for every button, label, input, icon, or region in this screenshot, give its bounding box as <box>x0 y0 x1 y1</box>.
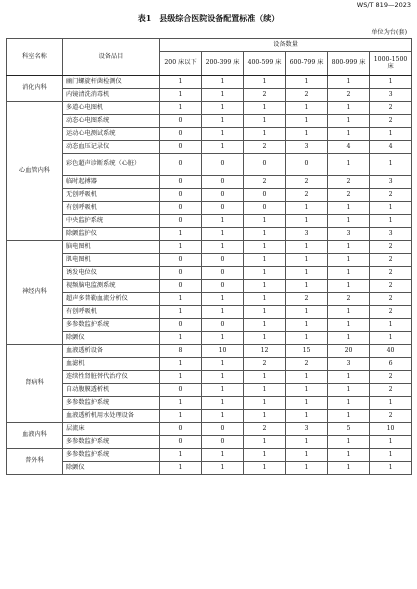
quantity-cell: 1 <box>202 358 244 371</box>
quantity-cell: 3 <box>370 228 412 241</box>
quantity-cell: 1 <box>202 115 244 128</box>
quantity-cell: 1 <box>328 462 370 475</box>
item-cell: 幽门螺旋杆菌检测仪 <box>63 76 160 89</box>
item-cell: 视频脑电监测系统 <box>63 280 160 293</box>
quantity-cell: 1 <box>370 154 412 176</box>
quantity-cell: 1 <box>370 128 412 141</box>
quantity-cell: 2 <box>370 102 412 115</box>
quantity-cell: 6 <box>370 358 412 371</box>
equipment-table <box>6 38 412 475</box>
quantity-cell: 0 <box>202 254 244 267</box>
quantity-cell: 1 <box>202 397 244 410</box>
quantity-cell: 2 <box>370 293 412 306</box>
quantity-cell: 1 <box>202 410 244 423</box>
quantity-cell: 1 <box>286 215 328 228</box>
quantity-cell: 1 <box>328 319 370 332</box>
quantity-cell: 0 <box>160 176 202 189</box>
item-cell: 多道心电图机 <box>63 102 160 115</box>
item-cell: 彩色超声诊断系统（心脏） <box>63 154 160 176</box>
quantity-cell: 1 <box>244 115 286 128</box>
header-item: 设备品目 <box>63 39 160 76</box>
quantity-cell: 1 <box>328 241 370 254</box>
quantity-cell: 1 <box>286 384 328 397</box>
quantity-cell: 1 <box>244 267 286 280</box>
quantity-cell: 1 <box>286 128 328 141</box>
quantity-cell: 1 <box>202 215 244 228</box>
quantity-cell: 0 <box>202 436 244 449</box>
quantity-cell: 1 <box>244 397 286 410</box>
item-cell: 血液透析设备 <box>63 345 160 358</box>
quantity-cell: 1 <box>244 215 286 228</box>
table-row <box>7 358 412 371</box>
table-row <box>7 76 412 89</box>
quantity-cell: 3 <box>286 423 328 436</box>
quantity-cell: 1 <box>370 319 412 332</box>
quantity-cell: 1 <box>328 102 370 115</box>
table-row <box>7 176 412 189</box>
quantity-cell: 1 <box>370 202 412 215</box>
quantity-cell: 2 <box>370 115 412 128</box>
quantity-cell: 1 <box>286 254 328 267</box>
quantity-cell: 1 <box>244 436 286 449</box>
quantity-cell: 1 <box>328 449 370 462</box>
table-row <box>7 128 412 141</box>
table-row <box>7 280 412 293</box>
quantity-cell: 2 <box>370 280 412 293</box>
quantity-cell: 1 <box>244 254 286 267</box>
table-row <box>7 215 412 228</box>
quantity-cell: 1 <box>160 293 202 306</box>
item-cell: 临时起搏器 <box>63 176 160 189</box>
table-row <box>7 154 412 176</box>
quantity-cell: 0 <box>160 115 202 128</box>
quantity-cell: 1 <box>160 449 202 462</box>
quantity-cell: 0 <box>160 280 202 293</box>
table-row <box>7 293 412 306</box>
header-department: 科室名称 <box>7 39 63 76</box>
quantity-cell: 1 <box>370 76 412 89</box>
department-cell: 神经内科 <box>7 241 63 345</box>
quantity-cell: 0 <box>202 319 244 332</box>
item-cell: 中央监护系统 <box>63 215 160 228</box>
quantity-cell: 2 <box>370 241 412 254</box>
quantity-cell: 1 <box>160 241 202 254</box>
quantity-cell: 1 <box>328 436 370 449</box>
quantity-cell: 1 <box>286 115 328 128</box>
quantity-cell: 1 <box>202 228 244 241</box>
quantity-cell: 1 <box>202 449 244 462</box>
quantity-cell: 0 <box>160 319 202 332</box>
quantity-cell: 1 <box>244 462 286 475</box>
quantity-cell: 2 <box>244 89 286 102</box>
quantity-cell: 2 <box>370 371 412 384</box>
quantity-cell: 1 <box>202 89 244 102</box>
quantity-cell: 0 <box>160 423 202 436</box>
quantity-cell: 2 <box>370 254 412 267</box>
quantity-cell: 0 <box>160 384 202 397</box>
table-row <box>7 371 412 384</box>
quantity-cell: 3 <box>286 141 328 154</box>
header-bed-range: 400-599 床 <box>244 52 286 76</box>
quantity-cell: 0 <box>202 176 244 189</box>
quantity-cell: 1 <box>202 306 244 319</box>
quantity-cell: 1 <box>286 410 328 423</box>
quantity-cell: 2 <box>244 423 286 436</box>
header-bed-range: 600-799 床 <box>286 52 328 76</box>
quantity-cell: 1 <box>160 306 202 319</box>
quantity-cell: 1 <box>328 371 370 384</box>
quantity-cell: 0 <box>202 189 244 202</box>
quantity-cell: 1 <box>202 141 244 154</box>
quantity-cell: 2 <box>328 293 370 306</box>
quantity-cell: 1 <box>244 228 286 241</box>
quantity-cell: 3 <box>328 358 370 371</box>
item-cell: 除颤仪 <box>63 332 160 345</box>
quantity-cell: 1 <box>160 76 202 89</box>
quantity-cell: 1 <box>244 293 286 306</box>
item-cell: 动态血压记录仪 <box>63 141 160 154</box>
department-cell: 普外科 <box>7 449 63 475</box>
quantity-cell: 1 <box>328 215 370 228</box>
quantity-cell: 0 <box>160 215 202 228</box>
table-header <box>7 39 412 76</box>
quantity-cell: 1 <box>286 267 328 280</box>
item-cell: 多参数监护系统 <box>63 397 160 410</box>
quantity-cell: 1 <box>328 154 370 176</box>
quantity-cell: 15 <box>286 345 328 358</box>
quantity-cell: 1 <box>286 306 328 319</box>
item-cell: 自动腹膜透析机 <box>63 384 160 397</box>
quantity-cell: 2 <box>370 384 412 397</box>
table-row <box>7 319 412 332</box>
quantity-cell: 1 <box>328 306 370 319</box>
item-cell: 多参数监护系统 <box>63 436 160 449</box>
quantity-cell: 3 <box>370 89 412 102</box>
table-row <box>7 306 412 319</box>
quantity-cell: 1 <box>202 241 244 254</box>
item-cell: 层流床 <box>63 423 160 436</box>
table-row <box>7 410 412 423</box>
quantity-cell: 1 <box>328 115 370 128</box>
quantity-cell: 2 <box>370 267 412 280</box>
table-row <box>7 267 412 280</box>
item-cell: 动态心电图系统 <box>63 115 160 128</box>
item-cell: 诱发电位仪 <box>63 267 160 280</box>
department-cell: 肾病科 <box>7 345 63 423</box>
table-row <box>7 449 412 462</box>
quantity-cell: 1 <box>286 76 328 89</box>
quantity-cell: 1 <box>328 128 370 141</box>
table-row <box>7 102 412 115</box>
table-body <box>7 76 412 475</box>
quantity-cell: 1 <box>202 332 244 345</box>
quantity-cell: 1 <box>328 202 370 215</box>
quantity-cell: 1 <box>160 332 202 345</box>
item-cell: 多参数监护系统 <box>63 319 160 332</box>
quantity-cell: 1 <box>286 397 328 410</box>
quantity-cell: 0 <box>244 202 286 215</box>
quantity-cell: 1 <box>286 102 328 115</box>
quantity-cell: 2 <box>328 89 370 102</box>
quantity-cell: 1 <box>286 332 328 345</box>
item-cell: 超声多普勒血流分析仪 <box>63 293 160 306</box>
quantity-cell: 1 <box>328 384 370 397</box>
quantity-cell: 1 <box>244 332 286 345</box>
quantity-cell: 1 <box>286 319 328 332</box>
table-row <box>7 228 412 241</box>
quantity-cell: 1 <box>328 410 370 423</box>
item-cell: 血液透析机用水处理设备 <box>63 410 160 423</box>
header-bed-range: 200 床以下 <box>160 52 202 76</box>
quantity-cell: 0 <box>160 154 202 176</box>
item-cell: 多参数监护系统 <box>63 449 160 462</box>
quantity-cell: 1 <box>244 102 286 115</box>
quantity-cell: 2 <box>286 293 328 306</box>
quantity-cell: 1 <box>160 228 202 241</box>
quantity-cell: 2 <box>370 306 412 319</box>
quantity-cell: 1 <box>202 384 244 397</box>
quantity-cell: 0 <box>202 154 244 176</box>
quantity-cell: 1 <box>328 76 370 89</box>
quantity-cell: 0 <box>160 254 202 267</box>
quantity-cell: 2 <box>244 358 286 371</box>
quantity-cell: 1 <box>160 89 202 102</box>
quantity-cell: 0 <box>244 154 286 176</box>
quantity-cell: 3 <box>370 176 412 189</box>
quantity-cell: 1 <box>286 241 328 254</box>
quantity-cell: 1 <box>244 241 286 254</box>
header-bed-range: 1000-1500 床 <box>370 52 412 76</box>
quantity-cell: 1 <box>160 397 202 410</box>
quantity-cell: 1 <box>202 76 244 89</box>
header-quantity: 设备数量 <box>160 39 412 52</box>
quantity-cell: 1 <box>244 306 286 319</box>
table-row <box>7 423 412 436</box>
quantity-cell: 0 <box>160 267 202 280</box>
quantity-cell: 1 <box>370 397 412 410</box>
quantity-cell: 1 <box>286 280 328 293</box>
quantity-cell: 0 <box>160 202 202 215</box>
unit-note: 单位为台(套) <box>371 29 407 36</box>
table-row <box>7 89 412 102</box>
quantity-cell: 1 <box>244 449 286 462</box>
item-cell: 除颤监护仪 <box>63 228 160 241</box>
quantity-cell: 5 <box>328 423 370 436</box>
item-cell: 除颤仪 <box>63 462 160 475</box>
quantity-cell: 1 <box>244 76 286 89</box>
quantity-cell: 1 <box>370 332 412 345</box>
quantity-cell: 1 <box>328 254 370 267</box>
quantity-cell: 2 <box>328 176 370 189</box>
quantity-cell: 1 <box>160 102 202 115</box>
table-row <box>7 397 412 410</box>
quantity-cell: 0 <box>202 423 244 436</box>
quantity-cell: 1 <box>160 410 202 423</box>
quantity-cell: 2 <box>244 176 286 189</box>
quantity-cell: 1 <box>244 128 286 141</box>
quantity-cell: 1 <box>244 280 286 293</box>
quantity-cell: 1 <box>328 397 370 410</box>
item-cell: 脑电图机 <box>63 241 160 254</box>
quantity-cell: 1 <box>286 436 328 449</box>
quantity-cell: 1 <box>370 215 412 228</box>
quantity-cell: 1 <box>244 410 286 423</box>
quantity-cell: 0 <box>160 128 202 141</box>
quantity-cell: 2 <box>370 410 412 423</box>
quantity-cell: 1 <box>286 371 328 384</box>
department-cell: 血液内科 <box>7 423 63 449</box>
quantity-cell: 1 <box>202 371 244 384</box>
quantity-cell: 1 <box>244 319 286 332</box>
quantity-cell: 1 <box>286 462 328 475</box>
quantity-cell: 4 <box>370 141 412 154</box>
table-row <box>7 436 412 449</box>
quantity-cell: 0 <box>160 189 202 202</box>
quantity-cell: 1 <box>244 371 286 384</box>
quantity-cell: 0 <box>244 189 286 202</box>
table-row <box>7 202 412 215</box>
quantity-cell: 20 <box>328 345 370 358</box>
quantity-cell: 0 <box>202 267 244 280</box>
quantity-cell: 10 <box>202 345 244 358</box>
quantity-cell: 2 <box>244 141 286 154</box>
quantity-cell: 1 <box>160 371 202 384</box>
item-cell: 运动心电测试系统 <box>63 128 160 141</box>
quantity-cell: 1 <box>286 202 328 215</box>
quantity-cell: 8 <box>160 345 202 358</box>
quantity-cell: 1 <box>202 128 244 141</box>
quantity-cell: 1 <box>202 462 244 475</box>
item-cell: 无创呼吸机 <box>63 189 160 202</box>
standard-number: WS/T 819—2023 <box>356 1 411 9</box>
item-cell: 血滤机 <box>63 358 160 371</box>
quantity-cell: 1 <box>202 102 244 115</box>
quantity-cell: 4 <box>328 141 370 154</box>
header-bed-range: 200-399 床 <box>202 52 244 76</box>
quantity-cell: 12 <box>244 345 286 358</box>
item-cell: 有创呼吸机 <box>63 202 160 215</box>
quantity-cell: 0 <box>160 141 202 154</box>
header-bed-range: 800-999 床 <box>328 52 370 76</box>
quantity-cell: 1 <box>160 358 202 371</box>
table-row <box>7 462 412 475</box>
quantity-cell: 2 <box>286 176 328 189</box>
quantity-cell: 1 <box>244 384 286 397</box>
quantity-cell: 1 <box>202 293 244 306</box>
quantity-cell: 0 <box>202 202 244 215</box>
item-cell: 内镜清洗消毒机 <box>63 89 160 102</box>
table-row <box>7 254 412 267</box>
table-row <box>7 332 412 345</box>
quantity-cell: 2 <box>328 189 370 202</box>
quantity-cell: 2 <box>286 89 328 102</box>
table-row <box>7 141 412 154</box>
quantity-cell: 10 <box>370 423 412 436</box>
quantity-cell: 1 <box>160 462 202 475</box>
quantity-cell: 1 <box>286 449 328 462</box>
table-row <box>7 384 412 397</box>
table-row <box>7 345 412 358</box>
quantity-cell: 1 <box>370 462 412 475</box>
quantity-cell: 0 <box>286 154 328 176</box>
quantity-cell: 3 <box>286 228 328 241</box>
item-cell: 连续性肾脏替代治疗仪 <box>63 371 160 384</box>
quantity-cell: 1 <box>328 280 370 293</box>
quantity-cell: 40 <box>370 345 412 358</box>
quantity-cell: 2 <box>286 358 328 371</box>
quantity-cell: 1 <box>328 332 370 345</box>
quantity-cell: 1 <box>370 436 412 449</box>
department-cell: 心血管内科 <box>7 102 63 241</box>
quantity-cell: 0 <box>160 436 202 449</box>
quantity-cell: 2 <box>370 189 412 202</box>
item-cell: 有创呼吸机 <box>63 306 160 319</box>
quantity-cell: 0 <box>202 280 244 293</box>
table-row <box>7 189 412 202</box>
quantity-cell: 2 <box>286 189 328 202</box>
table-caption: 表1 县级综合医院设备配置标准（续） <box>137 13 280 23</box>
quantity-cell: 1 <box>370 449 412 462</box>
quantity-cell: 3 <box>328 228 370 241</box>
table-row <box>7 115 412 128</box>
table-row <box>7 241 412 254</box>
department-cell: 消化内科 <box>7 76 63 102</box>
quantity-cell: 1 <box>328 267 370 280</box>
item-cell: 肌电图机 <box>63 254 160 267</box>
